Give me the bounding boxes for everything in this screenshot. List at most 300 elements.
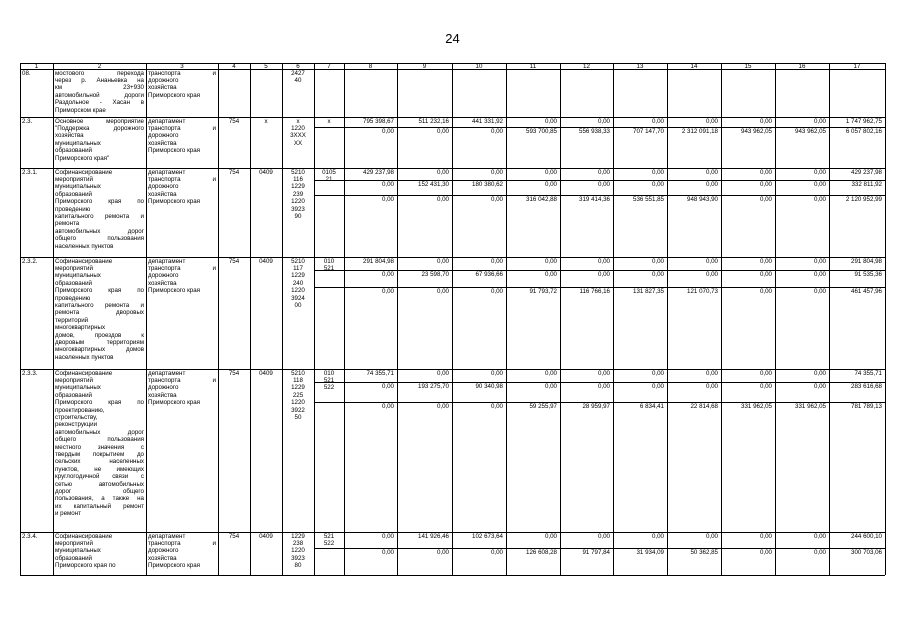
row-name-line: домов, проездов к	[55, 331, 144, 339]
amount-cell: 0,00	[651, 117, 664, 125]
amount-cell: 0,00	[381, 287, 394, 295]
row-executor-line: Приморского края	[148, 562, 201, 570]
row-name-line: мероприятий	[55, 376, 93, 384]
table-grid-line	[314, 63, 315, 575]
row-grbs: 754	[228, 117, 240, 125]
row-expense-code: 522	[323, 539, 335, 547]
amount-cell: 0,00	[436, 195, 449, 203]
row-expense-code: 522	[323, 384, 335, 392]
row-name-line: местного значения с	[55, 443, 144, 451]
column-header: 11	[529, 62, 537, 70]
amount-cell: 0,00	[813, 270, 826, 278]
amount-cell: 0,00	[597, 168, 610, 176]
amount-cell: 0,00	[381, 127, 394, 135]
row-name-line: через р. Ананьевка на	[55, 76, 144, 84]
amount-cell: 0,00	[759, 270, 772, 278]
row-name-line: общего пользования	[55, 235, 144, 243]
row-target-code: 5210	[291, 257, 305, 265]
row-section: 0409	[259, 168, 273, 176]
amount-cell: 441 331,92	[472, 117, 503, 125]
amount-cell: 141 926,46	[418, 532, 449, 540]
amount-cell: 0,00	[759, 369, 772, 377]
table-grid-line	[452, 63, 453, 575]
row-name-line: муниципальных	[55, 139, 101, 147]
row-target-code: 225	[292, 391, 304, 399]
amount-cell: 0,00	[490, 369, 503, 377]
amount-cell: 0,00	[436, 168, 449, 176]
table-grid-line	[20, 575, 885, 576]
amount-cell: 0,00	[705, 382, 718, 390]
amount-cell: 0,00	[597, 382, 610, 390]
amount-cell: 0,00	[759, 532, 772, 540]
row-section: 0409	[259, 257, 273, 265]
amount-cell: 0,00	[813, 369, 826, 377]
row-name-line: автомобильных дорог	[55, 227, 144, 235]
table-grid-line	[20, 63, 21, 575]
row-executor-line: департамент	[148, 532, 186, 540]
amount-cell: 0,00	[381, 270, 394, 278]
row-name-line: населенных пунктов	[55, 353, 114, 361]
amount-cell: 0,00	[436, 287, 449, 295]
row-executor-line: транспорта и	[148, 539, 216, 547]
row-executor-line: транспорта и	[148, 69, 216, 77]
amount-cell: 0,00	[381, 180, 394, 188]
amount-cell: 781 789,13	[851, 402, 882, 410]
row-executor-line: Приморского края	[148, 287, 201, 295]
row-target-code: 1220	[291, 547, 305, 555]
row-target-code: 2427	[291, 69, 305, 77]
row-target-code: 239	[292, 190, 304, 198]
row-section: 0409	[259, 532, 273, 540]
column-header: 8	[368, 62, 373, 70]
row-executor-line: транспорта и	[148, 175, 216, 183]
row-target-code: 5210	[291, 168, 305, 176]
row-target-code: 90	[294, 212, 302, 220]
row-executor-line: хозяйства	[148, 139, 177, 147]
row-name-line: мероприятий	[55, 175, 93, 183]
table-grid-line	[146, 63, 147, 575]
row-name-line: сетью автомобильных	[55, 480, 144, 488]
row-executor-line: Приморского края	[148, 147, 201, 155]
row-name-line: территорий	[55, 316, 89, 324]
row-executor-line: дорожного	[148, 384, 179, 392]
amount-cell: 91 535,36	[854, 270, 882, 278]
row-executor-line: департамент	[148, 168, 186, 176]
row-executor-line: Приморского края	[148, 198, 201, 206]
row-name-line: ремонта	[55, 220, 80, 228]
row-name-line: образований	[55, 279, 92, 287]
row-executor-line: Приморского края	[148, 91, 201, 99]
row-target-code: 117	[293, 264, 303, 272]
row-name-line: муниципальных	[55, 384, 101, 392]
row-name-line: реконструкции	[55, 421, 98, 429]
amount-cell: 0,00	[381, 382, 394, 390]
row-name-line: Приморского края по	[55, 562, 116, 570]
row-target-code: 1220	[291, 399, 305, 407]
row-name-line: многоквартирных	[55, 324, 106, 332]
amount-cell: 707 147,70	[633, 127, 664, 135]
row-name-line: пунктов, не имеющих	[55, 465, 144, 473]
amount-cell: 0,00	[544, 117, 557, 125]
amount-cell: 2 312 091,18	[681, 127, 718, 135]
table-grid-line	[218, 63, 219, 575]
amount-cell: 116 766,16	[579, 287, 610, 295]
amount-cell: 0,00	[705, 270, 718, 278]
row-grbs: 754	[228, 532, 240, 540]
amount-cell: 0,00	[813, 168, 826, 176]
column-header: 3	[180, 62, 184, 70]
row-executor-line: дорожного	[148, 547, 179, 555]
row-name-line: Раздольное - Хасан в	[55, 99, 144, 107]
row-name-line: образований	[55, 147, 92, 155]
row-name-line: дворовым территориям	[55, 338, 144, 346]
amount-cell: 0,00	[544, 257, 557, 265]
amount-cell: 22 814,68	[690, 402, 718, 410]
row-name-line: мостового перехода	[55, 69, 144, 77]
amount-cell: 0,00	[651, 532, 664, 540]
row-target-code: 1229	[291, 532, 305, 540]
amount-cell: 74 355,71	[854, 369, 882, 377]
row-name-line: многоквартирных домов	[55, 346, 144, 354]
amount-cell: 0,00	[705, 369, 718, 377]
row-target-code: 00	[294, 301, 302, 309]
amount-cell: 193 275,70	[418, 382, 449, 390]
row-grbs: 754	[228, 257, 240, 265]
column-header: 2	[97, 62, 102, 70]
amount-cell: 536 551,85	[633, 195, 664, 203]
amount-cell: 67 936,66	[475, 270, 503, 278]
amount-cell: 593 700,85	[526, 127, 557, 135]
row-target-code: 3924	[291, 294, 305, 302]
row-name-line: капитального ремонта и	[55, 301, 144, 309]
amount-cell: 0,00	[651, 180, 664, 188]
row-name-line: строительству,	[55, 413, 98, 421]
amount-cell: 126 608,28	[526, 548, 557, 556]
row-target-code: 50	[294, 413, 302, 421]
row-expense-code: x	[327, 117, 331, 125]
row-name-line: сельских населенных	[55, 458, 144, 466]
row-target-code: 40	[294, 76, 302, 84]
table-grid-line	[667, 63, 668, 575]
row-expense-code: 521	[323, 532, 335, 540]
row-name-line: Софинансирование	[55, 369, 113, 377]
table-grid-line	[613, 63, 614, 575]
row-name-line: твердым покрытием до	[55, 450, 144, 458]
row-name-line: образований	[55, 391, 92, 399]
amount-cell: 102 673,64	[472, 532, 503, 540]
row-target-code: 1229	[291, 272, 305, 280]
amount-cell: 0,00	[597, 180, 610, 188]
row-name-line: Приморского края"	[55, 154, 110, 162]
row-name-line: пользования, а также на	[55, 495, 144, 503]
amount-cell: 511 232,16	[418, 117, 449, 125]
amount-cell: 0,00	[651, 369, 664, 377]
table-grid-line	[560, 63, 561, 575]
amount-cell: 6 057 802,16	[845, 127, 882, 135]
amount-cell: 0,00	[381, 195, 394, 203]
row-executor-line: хозяйства	[148, 190, 177, 198]
amount-cell: 90 340,98	[475, 382, 503, 390]
row-target-code: 3XXX	[290, 132, 306, 140]
row-section: x	[264, 117, 268, 125]
amount-cell: 0,00	[651, 270, 664, 278]
column-header: 4	[232, 62, 236, 70]
row-target-code: 1220	[291, 124, 305, 132]
row-executor-line: Приморского края	[148, 399, 201, 407]
row-target-code: 5210	[291, 369, 305, 377]
row-target-code: 3923	[291, 554, 305, 562]
column-header: 10	[475, 62, 483, 70]
amount-cell: 0,00	[597, 257, 610, 265]
amount-cell: 0,00	[705, 168, 718, 176]
row-number: 2.3.2.	[22, 257, 38, 265]
row-executor-line: департамент	[148, 257, 186, 265]
column-header: 13	[636, 62, 644, 70]
amount-cell: 0,00	[759, 382, 772, 390]
column-header: 1	[34, 62, 39, 70]
amount-cell: 0,00	[490, 257, 503, 265]
amount-cell: 0,00	[544, 270, 557, 278]
amount-cell: 0,00	[490, 287, 503, 295]
amount-cell: 0,00	[544, 382, 557, 390]
row-name-line: автомобильных дорог	[55, 428, 144, 436]
row-target-code: 1229	[291, 384, 305, 392]
row-name-line: Приморского края по	[55, 399, 144, 407]
amount-cell: 0,00	[813, 257, 826, 265]
column-header: 6	[296, 62, 300, 70]
amount-cell: 0,00	[759, 117, 772, 125]
row-name-line: Софинансирование	[55, 532, 113, 540]
row-name-line: Приморском крае	[55, 106, 106, 114]
row-name-line: дорог общего	[55, 487, 144, 495]
row-name-line: ремонта дворовых	[55, 309, 144, 317]
row-number: 2.3.	[22, 117, 33, 125]
row-target-code: XX	[293, 139, 303, 147]
amount-cell: 131 827,35	[633, 287, 664, 295]
row-name-line: и ремонт	[55, 510, 82, 518]
row-expense-code: 010	[323, 257, 335, 265]
amount-cell: 0,00	[436, 369, 449, 377]
row-name-line: км 23+930	[55, 84, 144, 92]
row-name-line: проведению	[55, 294, 91, 302]
amount-cell: 0,00	[490, 402, 503, 410]
amount-cell: 0,00	[597, 117, 610, 125]
row-name-line: капитального ремонта и	[55, 212, 144, 220]
column-header: 9	[422, 62, 427, 70]
amount-cell: 0,00	[490, 195, 503, 203]
amount-cell: 0,00	[813, 532, 826, 540]
amount-cell: 795 398,67	[363, 117, 394, 125]
column-header: 7	[327, 62, 331, 70]
row-name-line: Приморского края по	[55, 287, 144, 295]
amount-cell: 332 811,92	[851, 180, 882, 188]
amount-cell: 556 938,33	[579, 127, 610, 135]
amount-cell: 59 255,97	[529, 402, 557, 410]
row-name-line: Софинансирование	[55, 257, 113, 265]
row-target-code: 118	[293, 376, 303, 384]
amount-cell: 0,00	[813, 117, 826, 125]
amount-cell: 331 962,05	[795, 402, 826, 410]
amount-cell: 0,00	[759, 257, 772, 265]
amount-cell: 50 362,85	[690, 548, 718, 556]
amount-cell: 91 797,84	[582, 548, 610, 556]
amount-cell: 180 380,62	[472, 180, 503, 188]
amount-cell: 461 457,96	[851, 287, 882, 295]
table-grid-line	[506, 63, 507, 575]
amount-cell: 0,00	[759, 180, 772, 188]
row-executor-line: дорожного	[148, 183, 179, 191]
amount-cell: 0,00	[544, 369, 557, 377]
row-executor-line: департамент	[148, 117, 186, 125]
table-grid-line	[53, 63, 54, 575]
row-executor-line: дорожного	[148, 76, 179, 84]
row-name-line: общего пользования	[55, 436, 144, 444]
amount-cell: 31 934,09	[636, 548, 664, 556]
amount-cell: 0,00	[544, 168, 557, 176]
row-name-line: Основное мероприятие	[55, 117, 144, 125]
row-target-code: x	[296, 117, 300, 125]
row-name-line: муниципальных	[55, 272, 101, 280]
row-name-line: "Поддержка дорожного	[55, 124, 144, 132]
row-executor-line: транспорта и	[148, 376, 216, 384]
column-header: 17	[853, 62, 861, 70]
row-executor-line: хозяйства	[148, 279, 177, 287]
column-header: 14	[690, 62, 698, 70]
amount-cell: 244 600,10	[851, 532, 882, 540]
amount-cell: 291 804,98	[851, 257, 882, 265]
amount-cell: 1 747 962,75	[845, 117, 882, 125]
row-target-code: 238	[292, 539, 304, 547]
row-target-code: 1220	[291, 198, 305, 206]
amount-cell: 0,00	[490, 168, 503, 176]
row-expense-code: 21	[325, 175, 333, 183]
row-name-line: автомобильной дороги	[55, 91, 144, 99]
row-executor-line: хозяйства	[148, 84, 177, 92]
page-number: 24	[445, 31, 460, 46]
row-executor-line: хозяйства	[148, 554, 177, 562]
row-target-code: 116	[293, 175, 303, 183]
row-executor-line: транспорта и	[148, 124, 216, 132]
row-target-code: 80	[294, 562, 302, 570]
amount-cell: 0,00	[813, 180, 826, 188]
amount-cell: 0,00	[759, 548, 772, 556]
amount-cell: 0,00	[544, 532, 557, 540]
row-executor-line: дорожного	[148, 272, 179, 280]
table-grid-line	[829, 63, 830, 575]
amount-cell: 0,00	[813, 548, 826, 556]
amount-cell: 0,00	[544, 180, 557, 188]
amount-cell: 0,00	[813, 195, 826, 203]
row-name-line: мероприятий	[55, 264, 93, 272]
column-header: 16	[798, 62, 806, 70]
row-name-line: образований	[55, 190, 92, 198]
row-grbs: 754	[228, 168, 240, 176]
row-name-line: проведению	[55, 205, 91, 213]
amount-cell: 0,00	[651, 257, 664, 265]
amount-cell: 316 042,88	[526, 195, 557, 203]
row-name-line: круглогодичной связи с	[55, 473, 144, 481]
amount-cell: 152 431,30	[418, 180, 449, 188]
row-number: 08.	[22, 69, 31, 77]
amount-cell: 429 237,98	[363, 168, 394, 176]
row-section: 0409	[259, 369, 273, 377]
row-name-line: их капитальный ремонт	[55, 502, 144, 510]
row-target-code: 3922	[291, 406, 305, 414]
amount-cell: 74 355,71	[366, 369, 394, 377]
amount-cell: 943 962,05	[741, 127, 772, 135]
row-executor-line: дорожного	[148, 132, 179, 140]
amount-cell: 91 793,72	[529, 287, 557, 295]
column-header: 5	[264, 62, 268, 70]
row-name-line: хозяйства	[55, 132, 84, 140]
amount-cell: 943 962,05	[795, 127, 826, 135]
amount-cell: 23 598,70	[421, 270, 449, 278]
amount-cell: 0,00	[705, 180, 718, 188]
table-grid-line	[775, 63, 776, 575]
amount-cell: 319 414,36	[579, 195, 610, 203]
amount-cell: 291 804,98	[363, 257, 394, 265]
row-name-line: муниципальных	[55, 547, 101, 555]
row-name-line: Приморского края по	[55, 198, 144, 206]
table-grid-line	[885, 63, 886, 575]
amount-cell: 0,00	[436, 127, 449, 135]
row-expense-code: 521	[323, 376, 335, 384]
amount-cell: 0,00	[490, 548, 503, 556]
amount-cell: 0,00	[381, 402, 394, 410]
row-expense-code: 010	[323, 369, 335, 377]
amount-cell: 0,00	[436, 548, 449, 556]
row-target-code: 3923	[291, 205, 305, 213]
amount-cell: 0,00	[759, 287, 772, 295]
column-header: 12	[583, 62, 590, 70]
row-executor-line: хозяйства	[148, 391, 177, 399]
amount-cell: 0,00	[705, 117, 718, 125]
amount-cell: 0,00	[597, 270, 610, 278]
row-executor-line: департамент	[148, 369, 186, 377]
amount-cell: 0,00	[597, 532, 610, 540]
amount-cell: 28 959,97	[582, 402, 610, 410]
amount-cell: 0,00	[651, 168, 664, 176]
amount-cell: 0,00	[651, 382, 664, 390]
row-target-code: 1220	[291, 287, 305, 295]
row-name-line: проектированию,	[55, 406, 105, 414]
amount-cell: 429 237,98	[851, 168, 882, 176]
amount-cell: 0,00	[705, 257, 718, 265]
row-target-code: 1229	[291, 183, 305, 191]
amount-cell: 0,00	[436, 257, 449, 265]
row-name-line: муниципальных	[55, 183, 101, 191]
row-name-line: населенных пунктов	[55, 242, 114, 250]
amount-cell: 121 070,73	[687, 287, 718, 295]
amount-cell: 300 703,06	[851, 548, 882, 556]
amount-cell: 0,00	[381, 532, 394, 540]
amount-cell: 0,00	[813, 287, 826, 295]
row-name-line: образований	[55, 554, 92, 562]
column-header: 15	[744, 62, 752, 70]
amount-cell: 0,00	[759, 195, 772, 203]
amount-cell: 283 616,68	[851, 382, 882, 390]
amount-cell: 0,00	[490, 127, 503, 135]
row-expense-code: 0105	[322, 168, 336, 176]
amount-cell: 2 120 952,99	[845, 195, 882, 203]
amount-cell: 6 834,41	[639, 402, 664, 410]
table-grid-line	[344, 63, 345, 575]
amount-cell: 0,00	[597, 369, 610, 377]
row-expense-code: 521	[323, 264, 335, 272]
row-number: 2.3.1.	[22, 168, 38, 176]
row-target-code: 240	[292, 279, 304, 287]
row-number: 2.3.4.	[22, 532, 38, 540]
